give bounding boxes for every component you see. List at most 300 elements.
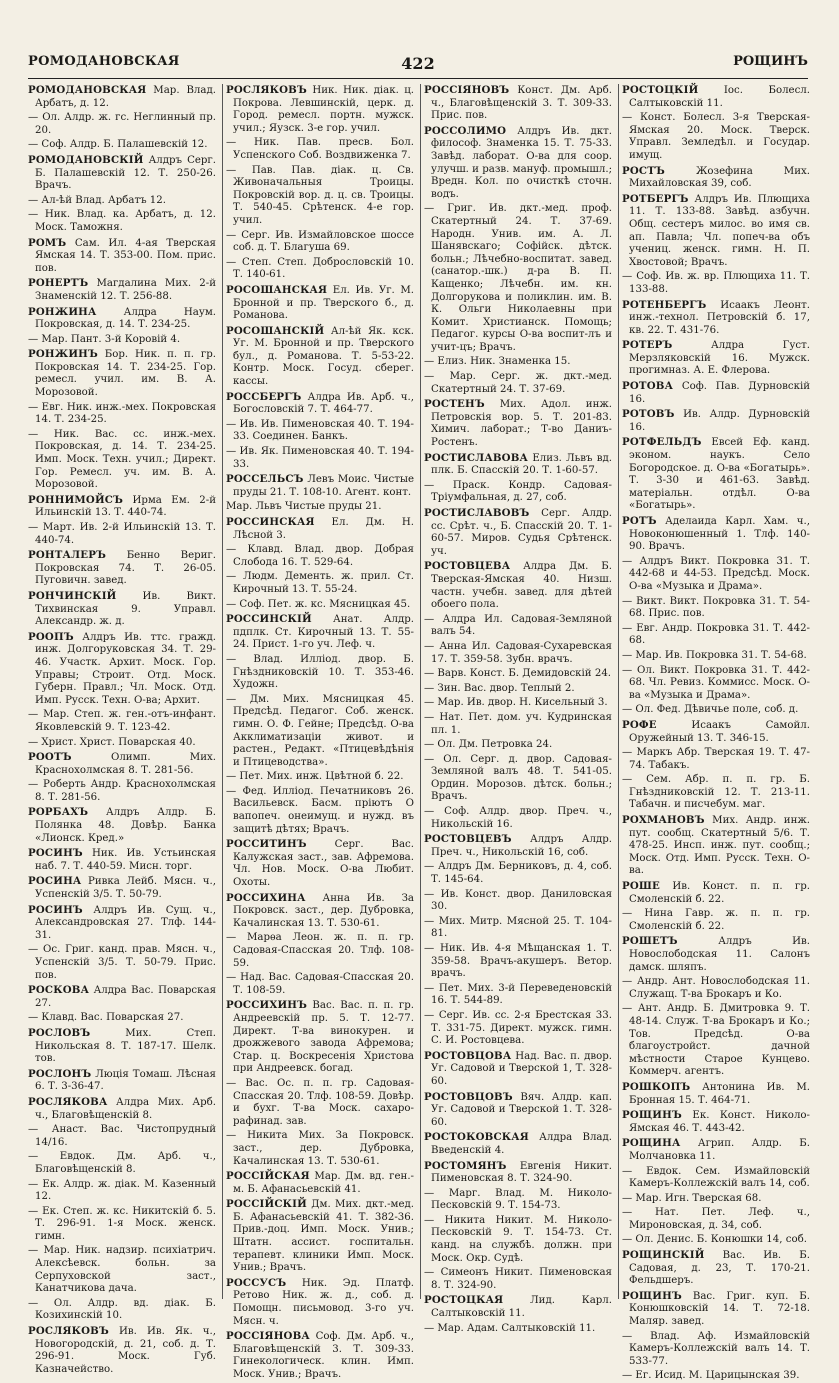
directory-entry (226, 516, 414, 542)
entry-surname: РОЩИНЪ (622, 1289, 682, 1302)
entry-details: — Ол. Денис. Б. Конюшки 14, соб. (622, 1234, 807, 1246)
entry-surname: РОСЛЯКОВЪ (28, 1325, 109, 1338)
directory-entry (226, 1277, 414, 1328)
directory-entry (28, 84, 216, 110)
directory-entry (28, 944, 216, 982)
directory-entry (622, 704, 810, 717)
directory-entry (424, 641, 612, 666)
entry-details: — Дм. Мих. Мясницкая 45. Предсѣд. Педагог. Соб. женск. гимн. О. Ф. Гейне; Предсѣд. О-ва Акклиматизаціи живот. и растен., Редакт. «Птицевѣдѣнія и Птицеводства». (226, 693, 414, 768)
directory-entry (28, 1206, 216, 1244)
directory-entry (622, 650, 810, 663)
directory-entry (424, 1160, 612, 1186)
entry-surname: РОШЕТЪ (622, 935, 678, 948)
directory-entry (424, 861, 612, 886)
entry-details: — Мар. Адам. Салтыковскій 11. (424, 1322, 596, 1334)
entry-surname: РОТФЕЛЬДЪ (622, 436, 702, 449)
entry-surname: РОФЕ (622, 718, 657, 731)
entry-details: — Роберть Андр. Краснохолмская 8. Т. 281-56. (28, 779, 216, 803)
directory-entry (28, 334, 216, 347)
entry-details: — Ол. Алдр. ж. гс. Неглинный пр. 20. (28, 112, 216, 136)
entry-details: — Праск. Кондр. Садовая-Тріумфальная, д. 27, соб. (424, 479, 612, 504)
entry-details: — Елиз. Ник. Знаменка 15. (424, 356, 571, 368)
directory-entry (424, 668, 612, 681)
entry-surname: РОССБЕРГЪ (226, 390, 302, 403)
entry-details: Ел. Дм. Н. Лѣсной 3. (233, 517, 414, 541)
directory-entry (28, 1325, 216, 1376)
entry-details: — Нат. Пет. Леф. ч., Мироновская, д. 34, соб. (622, 1207, 810, 1231)
entry-surname: РОССІЯНОВА (226, 1330, 310, 1343)
directory-entry (28, 984, 216, 1010)
running-head-left: РОМОДАНОВСКАЯ (28, 54, 180, 69)
entry-details: — Ник. Влад. ка. Арбатъ, д. 12. Моск. Таможня. (28, 209, 216, 233)
entry-surname: РОСЛОВЪ (28, 1026, 91, 1039)
entry-surname: РООПЪ (28, 630, 74, 643)
entry-details: Ал-ѣй Як. кск. Уг. М. Бронной и пр. Тверского бул., д. Романова. Т. 5-53-22. Контр. Моск. Госуд. сберег. кассы. (233, 325, 414, 388)
directory-entry (424, 833, 612, 859)
entry-surname: РОССИТИНЪ (226, 838, 307, 851)
directory-entry (424, 356, 612, 369)
directory-entry (424, 452, 612, 478)
entry-details: Алдра Вас. Поварская 27. (35, 985, 216, 1009)
entry-details: — Алдръ Викт. Покровка 31. Т. 442-68 и 44-53. Предсѣд. Моск. О-ва «Музыка и Драма». (622, 555, 810, 592)
entry-details: — Евг. Ник. инж.-мех. Покровская 14. Т. 234-25. (28, 401, 216, 426)
directory-entry (28, 348, 216, 399)
directory-entry (622, 408, 810, 434)
entry-surname: РОСТОМЯНЪ (424, 1159, 507, 1172)
directory-entry (226, 1078, 414, 1128)
directory-entry (226, 1198, 414, 1275)
directory-entry (424, 1294, 612, 1320)
entry-details: — Евдок. Дм. Арб. ч., Благовѣщенскій 8. (28, 1151, 216, 1175)
entry-surname: РОСТОВЦЕВЪ (424, 833, 512, 846)
entry-details: Исаакъ Самойл. Оружейный 13. Т. 346-15. (629, 719, 810, 744)
directory-entry (622, 774, 810, 812)
entry-details: — Влад. Аф. Измайловскій Камеръ-Коллежскій валъ 14. Т. 533-77. (622, 1330, 810, 1367)
entry-details: — Ос. Григ. канд. прав. Мясн. ч., Успенскій 3/5. Т. 50-79. Прис. пов. (28, 944, 216, 981)
entry-details: Бенно Вериг. Покровская 74. Т. 26-05. Пуговичн. завед. (35, 550, 216, 587)
entry-details: — Степ. Степ. Добрословскій 10. Т. 140-61. (226, 256, 414, 281)
entry-surname: РОССІЙСКАЯ (226, 1170, 310, 1183)
entry-details: — Мар. Степ. ж. ген.-отъ-инфант. Яковлевскій 9. Т. 123-42. (28, 709, 216, 733)
directory-entry (622, 1370, 810, 1383)
entry-details: Елиз. Львъ вд. плк. Б. Спасскій 20. Т. 1-60-57. (431, 452, 612, 477)
directory-entry (226, 544, 414, 569)
entry-details: Соф. Пав. Дурновскій 16. (629, 381, 810, 405)
entry-details: — Конст. Болесл. 3-я Тверская-Ямская 20. Моск. Тверск. Управл. Земледѣл. и Государ. имущ. (622, 112, 810, 161)
directory-entry (28, 237, 216, 276)
directory-entry (622, 1207, 810, 1232)
entry-details: Мих. Степ. Никольская 8. Т. 187-17. Шелк. тов. (35, 1027, 216, 1065)
entry-surname: РОСТИСЛАВОВА (424, 451, 529, 464)
entry-surname: РОСОШАНСКАЯ (226, 283, 328, 296)
entry-details: Олимп. Мих. Краснохолмская 8. Т. 281-56. (35, 752, 216, 776)
entry-details: Ел. Ив. Уг. М. Бронной и пр. Тверского б., д. Романова. (233, 284, 414, 322)
directory-entry (622, 623, 810, 648)
entry-details: Алдра Дм. Б. Тверская-Ямская 40. Низш. частн. учебн. завед. для дѣтей обоего пола. (431, 561, 612, 611)
directory-entry (28, 1096, 216, 1122)
entry-details: Жозефина Мих. Михайловская 39, соб. (629, 165, 810, 190)
entry-details: — Ек. Алдр. ж. діак. М. Казенный 12. (28, 1178, 216, 1203)
directory-entry (622, 1234, 810, 1247)
directory-entry (28, 306, 216, 332)
directory-entry (424, 1188, 612, 1213)
entry-surname: РОСЛЯКОВЪ (226, 84, 307, 96)
directory-entry (226, 999, 414, 1076)
entry-surname: РОСТИСЛАВОВЪ (424, 507, 530, 519)
entry-details: — Ол. Серг. д. двор. Садовая-Земляной валъ 48. Т. 541-05. Ордин. Морозов. дѣтск. больн.; Врачъ. (424, 753, 612, 803)
entry-details: — Мих. Митр. Мясной 25. Т. 104-81. (424, 915, 612, 940)
entry-surname: РОССИХИНА (226, 891, 306, 904)
directory-entry (622, 1137, 810, 1163)
directory-entry (622, 665, 810, 703)
entry-surname: РОШЕ (622, 880, 661, 893)
entry-surname: РОНТАЛЕРЪ (28, 549, 107, 562)
directory-entry (622, 880, 810, 906)
entry-details: Мар. Львъ Чистые пруды 21. (226, 501, 382, 513)
directory-entry (622, 935, 810, 974)
entry-details: — Вас. Ос. п. п. гр. Садовая-Спасская 20. Тлф. 108-59. Довѣр. и бухг. Т-ва Моск. сахаро-рафинад. зав. (226, 1077, 414, 1127)
directory-entry (622, 436, 810, 513)
page-header (28, 52, 808, 79)
directory-entry (622, 299, 810, 338)
entry-details: Серг. Алдр. сс. Срѣт. ч., Б. Спасскій 20. Т. 1-60-57. Миров. Судья Срѣтенск. уч. (431, 508, 612, 557)
directory-entry (28, 1124, 216, 1149)
directory-entry (226, 932, 414, 970)
entry-details: Ник. Ив. Устьинская наб. 7. Т. 440-59. Мисн. торг. (35, 848, 216, 872)
directory-entry (424, 560, 612, 611)
entry-details: Алдръ Ив. ттс. гражд. инж. Долгоруковская 34. Т. 29-46. Участк. Архит. Моск. Гор. Управы; Строит. Отд. Моск. Губерн. Правл.; Чл. Моск. Отд. Имп. Русск. Техн. О-ва; Архит. (35, 631, 216, 706)
entry-details: Евгенія Никит. Пименовская 8. Т. 324-90. (431, 1160, 612, 1185)
directory-entry (622, 1109, 810, 1135)
entry-details: — Над. Вас. Садовая-Спасская 20. Т. 108-59. (226, 972, 414, 996)
entry-details: Ирма Ем. 2-й Ильинскій 13. Т. 440-74. (35, 494, 216, 519)
directory-entry (28, 875, 216, 901)
directory-entry (424, 889, 612, 914)
entry-surname: РОСТОВЦЕВА (424, 560, 511, 573)
directory-entry (226, 137, 414, 162)
entry-details: — Влад. Илліод. двор. Б. Гнѣздниковскій 10. Т. 353-46. Художн. (226, 653, 414, 691)
directory-entry (28, 1245, 216, 1295)
entry-details: Алдръ Ив. дкт. философ. Знаменка 15. Т. 75-33. Завѣд. лаборат. О-ва для соор. улучш. и разв. мануф. промышл.; Вредн. Кол. по очисткѣ сточн. водъ. (431, 125, 612, 200)
directory-entry (622, 165, 810, 191)
running-head-right: РОЩИНЪ (733, 54, 808, 69)
directory-entry (28, 139, 216, 152)
entry-details: — Сем. Абр. п. п. гр. Б. Гнѣздниковскій 12. Т. 213-11. Табачн. и писчебум. маг. (622, 774, 810, 811)
directory-entry (424, 697, 612, 710)
entry-details: Алдра Мих. Арб. ч., Благовѣщенскій 8. (35, 1096, 216, 1121)
entry-details: Алдръ Алдр. Преч. ч., Никольскій 16, соб. (431, 834, 612, 858)
entry-details: — Алдръ Дм. Берниковъ, д. 4, соб. Т. 145-64. (424, 861, 612, 886)
entry-surname: РОРБАХЪ (28, 806, 89, 819)
entry-details: Іос. Болесл. Салтыковскій 11. (629, 85, 810, 109)
directory-entry (226, 571, 414, 596)
entry-details: — Алдра Ил. Садовая-Земляной валъ 54. (424, 613, 612, 638)
directory-entry (424, 1091, 612, 1130)
directory-entry (424, 1267, 612, 1292)
entry-details: — Ол. Дм. Петровка 24. (424, 739, 553, 751)
directory-entry (424, 398, 612, 449)
directory-entry (622, 112, 810, 162)
entry-details: Алдра Густ. Мерзляковскій 16. Мужск. прогимназ. А. Е. Флерова. (629, 340, 810, 377)
entry-details: — Мар. Игн. Тверская 68. (622, 1192, 762, 1204)
entry-details: Бор. Ник. п. п. гр. Покровская 14. Т. 234-25. Гор. ремесл. учил. им. В. А. Морозовой. (35, 349, 216, 399)
directory-entry (622, 596, 810, 621)
entry-surname: РОСТЕНЪ (424, 398, 485, 411)
entry-surname: РОЩИНСКІЙ (622, 1249, 705, 1262)
directory-entry (424, 1323, 612, 1336)
directory-entry (28, 751, 216, 777)
directory-entry (622, 719, 810, 745)
directory-entry (226, 230, 414, 255)
entry-surname: РОЩИНЪ (622, 1109, 682, 1122)
entry-details: Ник. Эд. Платф. Ретово Ник. ж. д., соб. д. Помощн. письмовод. 3-го уч. Мясн. ч. (233, 1277, 414, 1327)
directory-entry (28, 737, 216, 750)
entry-surname: РООТЪ (28, 751, 72, 764)
entry-details: — Ол. Викт. Покровка 31. Т. 442-68. Чл. Ревиз. Коммисс. Моск. О-ва «Музыка и Драма». (622, 664, 810, 701)
directory-entry (424, 916, 612, 941)
directory-entry (226, 654, 414, 692)
directory-entry (226, 694, 414, 770)
entry-surname: РОССИНСКАЯ (226, 516, 315, 528)
directory-entry (226, 419, 414, 444)
entry-details: Люція Томаш. Лѣсная 6. Т. 3-36-47. (35, 1068, 216, 1093)
entry-details: — Клавд. Вас. Поварская 27. (28, 1012, 184, 1024)
directory-entry (622, 1290, 810, 1329)
entry-details: — Соф. Алдр. двор. Преч. ч., Никольскій 16. (424, 806, 612, 830)
entry-details: — Серг. Ив. сс. 2-я Брестская 33. Т. 331-75. Директ. мужск. гимн. С. И. Ростовцева. (424, 1009, 612, 1047)
entry-details: — Марг. Влад. М. Николо-Песковскій 9. Т. 154-73. (424, 1187, 612, 1212)
entry-details: Алдра Влад. Введенскій 4. (431, 1132, 612, 1156)
directory-entry (424, 943, 612, 981)
entry-details: Конст. Дм. Арб. ч., Благовѣщенскій 3. Т. 309-33. Прис. пов. (431, 85, 612, 122)
entry-surname: РОШКОПЪ (622, 1080, 691, 1093)
entry-details: — Мар. Ив. двор. Н. Кисельный 3. (424, 697, 608, 709)
directory-entry (28, 904, 216, 943)
entry-details: — Варв. Конст. Б. Демидовскій 24. (424, 668, 612, 680)
directory-entry (226, 1170, 414, 1196)
entry-details: — Марѳа Леон. ж. п. п. гр. Садовая-Спасская 20. Тлф. 108-59. (226, 932, 414, 969)
entry-surname: РОНЕРТЪ (28, 277, 89, 290)
directory-entry (622, 908, 810, 933)
entry-surname: РОНЧИНСКІЙ (28, 589, 117, 602)
entry-details: — Пет. Мих. инж. Цвѣтной б. 22. (226, 771, 404, 783)
entry-details: Дм. Мих. дкт.-мед. Б. Афанасьевскій 41. Т. 382-36. Прив.-доц. Имп. Моск. Унив.; Штатн. ассист. госпитальн. терапевт. клиники Имп. Моск. Унив.; Врачъ. (233, 1199, 414, 1274)
directory-entry (226, 501, 414, 514)
entry-details: — Ол. Алдр. вд. діак. Б. Козихинскій 10. (28, 1297, 216, 1322)
entry-surname: РОТЕНБЕРГЪ (622, 298, 707, 311)
entry-surname: РОСТЪ (622, 164, 665, 177)
entry-details: — Пет. Мих. 3-й Переведеновскій 16. Т. 544-89. (424, 982, 612, 1007)
entry-surname: РОСОШАНСКІЙ (226, 324, 325, 337)
entry-details: — Симеонъ Никит. Пименовская 8. Т. 324-90. (424, 1267, 612, 1291)
directory-entry (622, 193, 810, 270)
directory-entry (622, 515, 810, 554)
directory-entry (28, 806, 216, 845)
entry-details: Ив. Конст. п. п. гр. Смоленскій б. 22. (629, 881, 810, 905)
entry-details: — Ал-ѣй Влад. Арбатъ 12. (28, 194, 167, 206)
entry-surname: РОСТОВЦОВА (424, 1049, 512, 1062)
directory-entry (28, 522, 216, 547)
entry-surname: РОТЕРЪ (622, 339, 673, 352)
directory-entry (28, 1012, 216, 1025)
directory-entry (28, 1179, 216, 1204)
directory-entry (226, 473, 414, 499)
entry-details: Алдръ Ив. Плющиха 11. Т. 133-88. Завѣд. азбучн. Общ. сестеръ милос. во имя св. ап. Павла; Чл. попеч-ва объ учениц. женск. гимн. Н. П. Хвостовой; Врачъ. (629, 193, 810, 268)
entry-details: Алдръ Серг. Б. Палашевскій 12. Т. 250-26. Врачъ. (35, 154, 216, 192)
entry-surname: РОТОВА (622, 380, 674, 393)
entry-details: Лид. Карл. Салтыковскій 11. (431, 1295, 612, 1320)
entry-surname: РОССЕЛЬСЪ (226, 473, 304, 486)
entry-details: Ек. Конст. Николо-Ямская 46. Т. 443-42. (629, 1110, 810, 1134)
entry-surname: РОХМАНОВЪ (622, 814, 705, 827)
entry-details: Магдалина Мих. 2-й Знаменскій 12. Т. 256-88. (35, 278, 216, 302)
entry-details: Ник. Ник. діак. ц. Покрова. Левшинскій, церк. д. Город. ремесл. портн. мужск. учил.; Яузск. 3-е гор. учил. (233, 85, 414, 134)
directory-entry (226, 165, 414, 228)
entry-details: — Нат. Пет. дом. уч. Кудринская пл. 1. (424, 711, 612, 736)
directory-entry (28, 402, 216, 427)
entry-details: Ив. Ив. Як. ч., Новогородскій, д. 21, соб. д. Т. 296-91. Моск. Губ. Казначейство. (35, 1326, 216, 1375)
directory-entry (622, 339, 810, 378)
entry-details: — Серг. Ив. Измайловское шоссе соб. д. Т. Благуша 69. (226, 229, 414, 254)
entry-details: Вас. Григ. куп. Б. Конюшковскій 14. Т. 72-18. Маляр. завед. (629, 1290, 810, 1328)
directory-entry (424, 754, 612, 804)
directory-entry (424, 371, 612, 396)
directory-entry (622, 380, 810, 406)
directory-entry (28, 112, 216, 137)
entry-details: — Клавд. Влад. двор. Добрая Слобода 16. Т. 529-64. (226, 544, 414, 568)
entry-details: — Нина Гавр. ж. п. п. гр. Смоленскій б. 22. (622, 908, 810, 932)
entry-details: — Маркъ Абр. Тверская 19. Т. 47-74. Табакъ. (622, 747, 810, 771)
directory-entry (622, 271, 810, 296)
directory-entry (424, 712, 612, 737)
directory-entry (226, 838, 414, 889)
directory-entry (226, 786, 414, 836)
entry-surname: РОНЖИНА (28, 305, 97, 318)
entry-details: Мих. Андр. инж. пут. сообщ. Скатертный 5/6. Т. 478-25. Инсп. инж. пут. сообщ.; Моск. Отд. Имп. Русск. Техн. О-ва. (629, 815, 810, 877)
directory-entry (622, 1249, 810, 1288)
entry-details: — Анна Ил. Садовая-Сухаревская 17. Т. 359-58. Зубн. врачъ. (424, 640, 612, 665)
directory-column-3 (424, 84, 612, 1334)
entry-surname: РОМОДАНОВСКАЯ (28, 84, 147, 96)
entry-details: — Христ. Христ. Поварская 40. (28, 736, 196, 748)
entry-details: — Ег. Исид. М. Царицынская 39. (622, 1370, 800, 1382)
entry-details: — Зин. Вас. двор. Теплый 2. (424, 682, 575, 694)
directory-entry (622, 1003, 810, 1079)
entry-surname: РОСИНА (28, 875, 82, 888)
directory-entry (226, 892, 414, 931)
entry-details: — Григ. Ив. дкт.-мед. проф. Скатертный 24. Т. 37-69. Народн. Унив. им. А. Л. Шанявскаго; Софійск. дѣтск. больн.; Лѣчебно-воспитат. завед. (санатор.-шк.) д-ра В. П. Кащенко; Лѣчебн. им. кн. Долгорукова и поликлин. им. В. К. Ольги Николаевны при Комит. Христианск. Помощь; Педагог. курсы О-ва воспит-лъ и учит-цъ; Врачъ. (424, 203, 612, 353)
directory-entry (28, 709, 216, 734)
entry-details: Мих. Адол. инж. Петровскія вор. 5. Т. 201-83. Химич. лаборат.; Т-во Даниъ-Ростенъ. (431, 399, 612, 449)
directory-entry (424, 507, 612, 558)
directory-entry (28, 154, 216, 193)
directory-entry (28, 195, 216, 208)
entry-details: — Никита Мих. За Покровск. заст., дер. Дубровка, Качалинская 13. Т. 530-61. (226, 1130, 414, 1167)
directory-entry (424, 614, 612, 639)
entry-surname: РОСТОВЦОВЪ (424, 1090, 513, 1103)
directory-entry (28, 847, 216, 873)
directory-entry (28, 590, 216, 629)
entry-details: — Мар. Серг. ж. дкт.-мед. Скатертный 24. Т. 37-69. (424, 371, 612, 395)
entry-details: — Фед. Илліод. Печатниковъ 26. Васильевск. Басм. пріютъ О вапопеч. онеимущ. и нужд. въ защитѣ дѣтях; Врачъ. (226, 785, 414, 835)
directory-entry (424, 203, 612, 354)
directory-entry (424, 1050, 612, 1089)
entry-details: — Ив. Як. Пименовская 40. Т. 194-33. (226, 446, 414, 470)
entry-details: Соф. Дм. Арб. ч., Благовѣщенскій 3. Т. 309-33. Гинекологическ. клин. Имп. Моск. Унив.; Врачъ. (233, 1331, 414, 1380)
entry-surname: РОСТОЦКАЯ (424, 1294, 504, 1307)
directory-column-4 (622, 84, 810, 1382)
directory-columns (28, 84, 818, 1382)
column-divider (618, 84, 619, 1299)
entry-surname: РОСТОКОВСКАЯ (424, 1131, 529, 1144)
entry-details: — Соф. Алдр. Б. Палашевскій 12. (28, 139, 208, 151)
directory-column-2 (226, 84, 414, 1380)
entry-details: — Ив. Ив. Пименовская 40. Т. 194-33. Соединен. Банкъ. (226, 418, 414, 443)
column-divider (420, 84, 421, 1299)
entry-details: — Ант. Андр. Б. Дмитровка 9. Т. 48-14. Служ. Т-ва Брокаръ и Ко.; Тов. Предсѣд. О-ва благоустройст. дачной мѣстности Старое Кунцево. Коммерч. агентъ. (622, 1003, 810, 1078)
entry-details: Ив. Алдр. Дурновскій 16. (629, 409, 810, 433)
directory-entry (28, 779, 216, 804)
entry-surname: РОСИНЪ (28, 847, 83, 860)
directory-column-1 (28, 84, 216, 1375)
entry-surname: РОТОВЪ (622, 408, 675, 421)
entry-details: Ривка Лейб. Мясн. ч., Успенскій 3/5. Т. 50-79. (35, 876, 216, 901)
entry-details: Вас. Вас. п. п. гр. Андреевскій пр. 5. Т. 12-77. Директ. Т-ва винокурен. и дрожжевого завода Афремова; Стар. ц. Воскресенія Христова при Андреевск. богад. (233, 1000, 414, 1075)
entry-details: — Ек. Степ. ж. кс. Никитскій б. 5. Т. 296-91. 1-я Моск. женск. гимн. (28, 1205, 216, 1242)
entry-surname: РОССІЯНОВЪ (424, 84, 510, 96)
entry-details: — Мар. Ив. Покровка 31. Т. 54-68. (622, 649, 807, 661)
directory-entry (424, 739, 612, 752)
directory-entry (622, 84, 810, 110)
entry-details: — Евдок. Сем. Измайловскій Камеръ-Коллежскій валъ 14, соб. (622, 1165, 810, 1190)
entry-details: Алдръ Алдр. Б. Полянка 48. Довѣр. Банка «Лионск. Кред.» (35, 807, 216, 844)
entry-surname: РОСКОВА (28, 984, 90, 997)
entry-surname: РОМЪ (28, 236, 67, 249)
directory-entry (226, 599, 414, 612)
entry-details: Исаакъ Леонт. инж.-технол. Петровскій б. 17, кв. 22. Т. 431-76. (629, 299, 810, 336)
entry-details: — Пав. Пав. діак. ц. Св. Живоначальныя Троицы. Покровскій вор. д. ц. св. Троицы. Т. 540-45. Срѣтенск. 4-е гор. учил. (226, 164, 414, 226)
directory-entry (226, 446, 414, 471)
directory-entry (226, 1330, 414, 1381)
directory-entry (424, 683, 612, 696)
entry-surname: РОСЛОНЪ (28, 1067, 92, 1080)
entry-surname: РОСЛЯКОВА (28, 1095, 108, 1108)
directory-entry (622, 1193, 810, 1206)
entry-details: — Викт. Викт. Покровка 31. Т. 54-68. Прис. пов. (622, 595, 810, 620)
directory-entry (28, 209, 216, 234)
entry-details: — Март. Ив. 2-й Ильинскій 13. Т. 440-74. (28, 522, 216, 546)
entry-details: Вяч. Алдр. кап. Уг. Садовой и Тверской 1. Т. 328-60. (431, 1091, 612, 1128)
entry-details: — Евг. Андр. Покровка 31. Т. 442-68. (622, 622, 810, 647)
entry-details: Алдра Наум. Покровская, д. 14. Т. 234-25. (35, 306, 216, 331)
directory-entry (28, 494, 216, 520)
entry-surname: РОННИМОЙСЪ (28, 493, 124, 506)
entry-details: Анат. Алдр. пдплк. Ст. Кирочный 13. Т. 55-24. Прист. 1-го уч. Леф. ч. (233, 614, 414, 651)
entry-details: — Ник. Пав. пресв. Бол. Успенского Соб. Воздвиженка 7. (226, 137, 414, 161)
directory-entry (28, 1027, 216, 1066)
directory-entry (226, 1130, 414, 1168)
directory-entry (226, 972, 414, 997)
directory-entry (226, 391, 414, 417)
entry-details: Мар. Влад. Арбатъ, д. 12. (35, 85, 216, 109)
entry-surname: РОТЪ (622, 515, 657, 527)
page-number: 422 (401, 54, 435, 73)
entry-details: — Анаст. Вас. Чистопрудный 14/16. (28, 1124, 216, 1148)
directory-entry (424, 806, 612, 831)
entry-details: Ив. Викт. Тихвинская 9. Управл. Александр. ж. д. (35, 590, 216, 628)
entry-details: Алдра Ив. Арб. ч., Богословскій 7. Т. 464-77. (233, 391, 414, 416)
entry-details: Над. Вас. п. двор. Уг. Садовой и Тверской 1, Т. 328-60. (431, 1050, 612, 1087)
